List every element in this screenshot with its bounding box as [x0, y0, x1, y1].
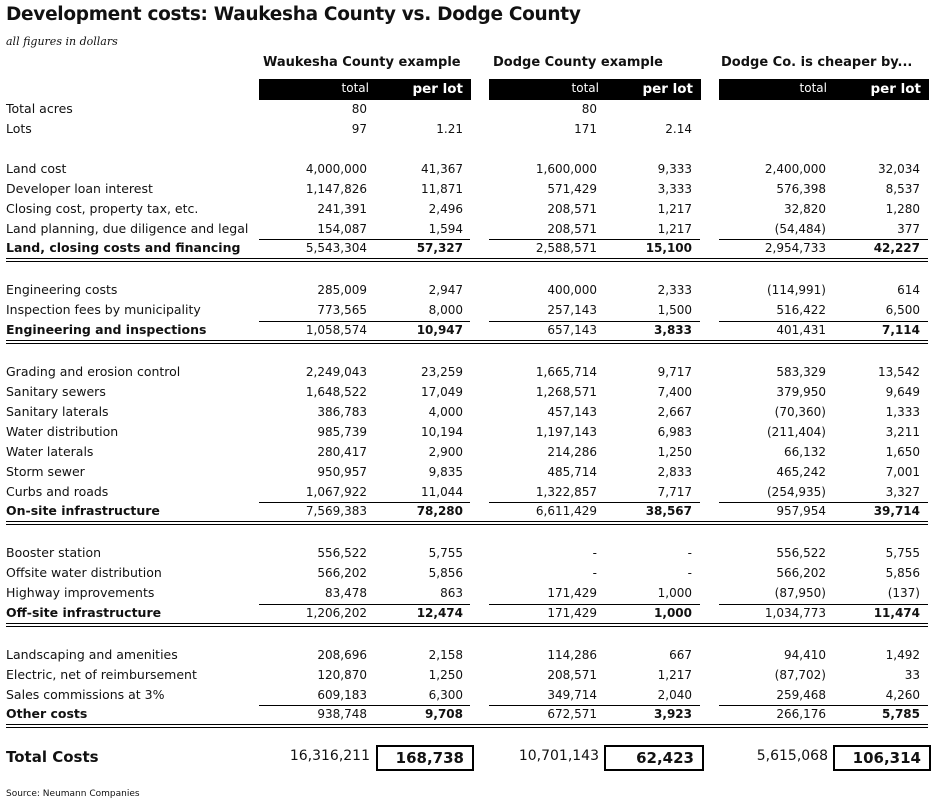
row-label-land-closing-costs-and-financing: Land, closing costs and financing — [6, 240, 241, 255]
cell-electric-net-of-reimbursement-dodge-total: 208,571 — [547, 668, 597, 682]
row-label-other-costs: Other costs — [6, 706, 88, 721]
cell-engineering-and-inspections-dodge-total: 657,143 — [547, 323, 597, 337]
cell-other-costs-difference-per-lot: 5,785 — [882, 707, 920, 721]
cell-on-site-infrastructure-difference-per-lot: 39,714 — [873, 504, 920, 518]
cell-developer-loan-interest-difference-total: 576,398 — [776, 182, 826, 196]
cell-curbs-and-roads-waukesha-total: 1,067,922 — [305, 485, 367, 499]
cell-sanitary-laterals-waukesha-total: 386,783 — [317, 405, 367, 419]
cell-land-closing-costs-and-financing-dodge-per-lot: 15,100 — [645, 241, 692, 255]
cell-inspection-fees-by-municipality-waukesha-per-lot: 8,000 — [428, 303, 463, 317]
cell-land-cost-dodge-total: 1,600,000 — [535, 162, 597, 176]
cell-engineering-costs-difference-total: (114,991) — [767, 283, 826, 297]
cell-curbs-and-roads-dodge-total: 1,322,857 — [535, 485, 597, 499]
cell-sanitary-laterals-dodge-total: 457,143 — [547, 405, 597, 419]
cell-sanitary-sewers-difference-total: 379,950 — [776, 385, 826, 399]
cell-grading-and-erosion-control-difference-per-lot: 13,542 — [878, 365, 920, 379]
cell-highway-improvements-waukesha-per-lot: 863 — [440, 586, 463, 600]
cell-land-planning-due-diligence-and-legal-dodge-total: 208,571 — [547, 222, 597, 236]
cell-water-distribution-difference-per-lot: 3,211 — [885, 425, 920, 439]
per-lot-column-header: per lot — [412, 81, 463, 97]
cell-water-distribution-difference-total: (211,404) — [767, 425, 826, 439]
cell-on-site-infrastructure-waukesha-total: 7,569,383 — [305, 504, 367, 518]
cell-on-site-infrastructure-waukesha-per-lot: 78,280 — [416, 504, 463, 518]
cell-water-laterals-waukesha-per-lot: 2,900 — [428, 445, 463, 459]
cell-booster-station-waukesha-per-lot: 5,755 — [428, 546, 463, 560]
cell-storm-sewer-difference-per-lot: 7,001 — [885, 465, 920, 479]
cell-booster-station-waukesha-total: 556,522 — [317, 546, 367, 560]
cell-booster-station-dodge-per-lot: - — [687, 546, 692, 560]
subtotal-rule — [259, 321, 470, 322]
cell-electric-net-of-reimbursement-waukesha-per-lot: 1,250 — [428, 668, 463, 682]
cell-engineering-and-inspections-difference-per-lot: 7,114 — [882, 323, 920, 337]
row-label-booster-station: Booster station — [6, 545, 102, 560]
cell-sanitary-sewers-dodge-total: 1,268,571 — [535, 385, 597, 399]
cell-land-planning-due-diligence-and-legal-difference-per-lot: 377 — [897, 222, 920, 236]
cell-other-costs-waukesha-total: 938,748 — [317, 707, 367, 721]
cell-sales-commissions-at-3-dodge-per-lot: 2,040 — [657, 688, 692, 702]
cell-off-site-infrastructure-waukesha-total: 1,206,202 — [305, 606, 367, 620]
row-label-storm-sewer: Storm sewer — [6, 464, 85, 479]
subtotal-rule — [259, 604, 470, 605]
cell-land-planning-due-diligence-and-legal-waukesha-per-lot: 1,594 — [428, 222, 463, 236]
total-column-header: total — [799, 81, 827, 95]
row-label-land-cost: Land cost — [6, 161, 67, 176]
cell-storm-sewer-dodge-per-lot: 2,833 — [657, 465, 692, 479]
cell-land-planning-due-diligence-and-legal-dodge-per-lot: 1,217 — [657, 222, 692, 236]
cell-engineering-costs-waukesha-total: 285,009 — [317, 283, 367, 297]
cell-off-site-infrastructure-dodge-per-lot: 1,000 — [654, 606, 692, 620]
cell-sanitary-sewers-dodge-per-lot: 7,400 — [657, 385, 692, 399]
total-column-header: total — [571, 81, 599, 95]
total-column-header: total — [341, 81, 369, 95]
cell-highway-improvements-dodge-per-lot: 1,000 — [657, 586, 692, 600]
cell-water-laterals-difference-per-lot: 1,650 — [885, 445, 920, 459]
row-label-land-planning-due-diligence-and-legal: Land planning, due diligence and legal — [6, 221, 249, 236]
total-difference-per-lot-box — [833, 745, 931, 771]
row-label-curbs-and-roads: Curbs and roads — [6, 484, 109, 499]
subtotal-double-rule — [6, 258, 928, 262]
row-label-developer-loan-interest: Developer loan interest — [6, 181, 153, 196]
cell-inspection-fees-by-municipality-dodge-total: 257,143 — [547, 303, 597, 317]
cell-highway-improvements-difference-per-lot: (137) — [887, 586, 920, 600]
cell-land-planning-due-diligence-and-legal-difference-total: (54,484) — [774, 222, 826, 236]
cell-inspection-fees-by-municipality-difference-per-lot: 6,500 — [885, 303, 920, 317]
subtotal-rule — [489, 705, 700, 706]
cell-water-laterals-difference-total: 66,132 — [784, 445, 826, 459]
cell-land-cost-waukesha-per-lot: 41,367 — [421, 162, 463, 176]
cell-inspection-fees-by-municipality-dodge-per-lot: 1,500 — [657, 303, 692, 317]
cell-storm-sewer-waukesha-per-lot: 9,835 — [428, 465, 463, 479]
cell-sanitary-laterals-difference-per-lot: 1,333 — [885, 405, 920, 419]
row-label-total-acres: Total acres — [6, 101, 73, 116]
cell-storm-sewer-waukesha-total: 950,957 — [317, 465, 367, 479]
cell-highway-improvements-difference-total: (87,950) — [774, 586, 826, 600]
cell-water-laterals-dodge-total: 214,286 — [547, 445, 597, 459]
row-label-sanitary-sewers: Sanitary sewers — [6, 384, 106, 399]
cell-off-site-infrastructure-waukesha-per-lot: 12,474 — [416, 606, 463, 620]
row-label-off-site-infrastructure: Off-site infrastructure — [6, 605, 162, 620]
cell-landscaping-and-amenities-difference-per-lot: 1,492 — [885, 648, 920, 662]
cell-sanitary-sewers-difference-per-lot: 9,649 — [885, 385, 920, 399]
cell-offsite-water-distribution-dodge-total: - — [592, 566, 597, 580]
cell-landscaping-and-amenities-dodge-total: 114,286 — [547, 648, 597, 662]
cell-engineering-and-inspections-difference-total: 401,431 — [776, 323, 826, 337]
cell-on-site-infrastructure-difference-total: 957,954 — [776, 504, 826, 518]
subtotal-rule — [719, 321, 928, 322]
cell-curbs-and-roads-dodge-per-lot: 7,717 — [657, 485, 692, 499]
cell-on-site-infrastructure-dodge-per-lot: 38,567 — [645, 504, 692, 518]
cell-water-distribution-waukesha-per-lot: 10,194 — [421, 425, 463, 439]
group-difference-header-bar — [719, 79, 929, 100]
subtotal-rule — [719, 239, 928, 240]
row-label-highway-improvements: Highway improvements — [6, 585, 155, 600]
cell-landscaping-and-amenities-difference-total: 94,410 — [784, 648, 826, 662]
cell-offsite-water-distribution-waukesha-total: 566,202 — [317, 566, 367, 580]
cell-developer-loan-interest-dodge-per-lot: 3,333 — [657, 182, 692, 196]
cell-closing-cost-property-tax-etc-dodge-per-lot: 1,217 — [657, 202, 692, 216]
cell-grading-and-erosion-control-dodge-per-lot: 9,717 — [657, 365, 692, 379]
cell-lots-dodge-total: 171 — [574, 122, 597, 136]
cell-booster-station-difference-total: 556,522 — [776, 546, 826, 560]
row-label-on-site-infrastructure: On-site infrastructure — [6, 503, 160, 518]
cell-sanitary-laterals-waukesha-per-lot: 4,000 — [428, 405, 463, 419]
cell-engineering-and-inspections-waukesha-total: 1,058,574 — [305, 323, 367, 337]
cell-water-laterals-dodge-per-lot: 1,250 — [657, 445, 692, 459]
cell-land-closing-costs-and-financing-difference-total: 2,954,733 — [764, 241, 826, 255]
cell-land-closing-costs-and-financing-waukesha-per-lot: 57,327 — [416, 241, 463, 255]
cell-curbs-and-roads-waukesha-per-lot: 11,044 — [421, 485, 463, 499]
subtotal-rule — [719, 502, 928, 503]
per-lot-column-header: per lot — [870, 81, 921, 97]
cell-sales-commissions-at-3-difference-per-lot: 4,260 — [885, 688, 920, 702]
row-label-engineering-costs: Engineering costs — [6, 282, 118, 297]
subtotal-double-rule — [6, 521, 928, 525]
cell-grading-and-erosion-control-dodge-total: 1,665,714 — [535, 365, 597, 379]
cell-engineering-and-inspections-waukesha-per-lot: 10,947 — [416, 323, 463, 337]
group-dodge-header-bar — [489, 79, 701, 100]
cell-sales-commissions-at-3-dodge-total: 349,714 — [547, 688, 597, 702]
total-dodge-per-lot-box — [604, 745, 704, 771]
cell-landscaping-and-amenities-dodge-per-lot: 667 — [669, 648, 692, 662]
cell-sales-commissions-at-3-waukesha-per-lot: 6,300 — [428, 688, 463, 702]
cell-land-cost-difference-total: 2,400,000 — [764, 162, 826, 176]
cell-sanitary-sewers-waukesha-total: 1,648,522 — [305, 385, 367, 399]
subtotal-rule — [489, 502, 700, 503]
cell-engineering-costs-dodge-total: 400,000 — [547, 283, 597, 297]
total-dodge-total: 10,701,143 — [518, 748, 599, 764]
cell-developer-loan-interest-waukesha-per-lot: 11,871 — [421, 182, 463, 196]
cell-on-site-infrastructure-dodge-total: 6,611,429 — [535, 504, 597, 518]
per-lot-column-header: per lot — [642, 81, 693, 97]
row-label-grading-and-erosion-control: Grading and erosion control — [6, 364, 181, 379]
cell-land-cost-dodge-per-lot: 9,333 — [657, 162, 692, 176]
cell-land-planning-due-diligence-and-legal-waukesha-total: 154,087 — [317, 222, 367, 236]
cell-other-costs-waukesha-per-lot: 9,708 — [425, 707, 463, 721]
row-label-lots: Lots — [6, 121, 32, 136]
row-label-engineering-and-inspections: Engineering and inspections — [6, 322, 207, 337]
cell-curbs-and-roads-difference-per-lot: 3,327 — [885, 485, 920, 499]
cell-booster-station-dodge-total: - — [592, 546, 597, 560]
cell-closing-cost-property-tax-etc-dodge-total: 208,571 — [547, 202, 597, 216]
cell-developer-loan-interest-waukesha-total: 1,147,826 — [305, 182, 367, 196]
subtotal-rule — [489, 604, 700, 605]
cell-inspection-fees-by-municipality-difference-total: 516,422 — [776, 303, 826, 317]
cell-offsite-water-distribution-dodge-per-lot: - — [687, 566, 692, 580]
subtitle: all figures in dollars — [6, 35, 118, 48]
total-waukesha-per-lot: 168,738 — [395, 749, 464, 767]
cell-engineering-and-inspections-dodge-per-lot: 3,833 — [654, 323, 692, 337]
cell-total-acres-dodge-total: 80 — [581, 102, 597, 116]
cell-total-acres-waukesha-total: 80 — [351, 102, 367, 116]
row-label-sanitary-laterals: Sanitary laterals — [6, 404, 109, 419]
subtotal-rule — [489, 321, 700, 322]
cell-sales-commissions-at-3-waukesha-total: 609,183 — [317, 688, 367, 702]
cell-booster-station-difference-per-lot: 5,755 — [885, 546, 920, 560]
cell-electric-net-of-reimbursement-waukesha-total: 120,870 — [317, 668, 367, 682]
cell-electric-net-of-reimbursement-difference-per-lot: 33 — [904, 668, 920, 682]
total-waukesha-total: 16,316,211 — [289, 748, 370, 764]
cell-other-costs-difference-total: 266,176 — [776, 707, 826, 721]
cell-water-distribution-dodge-total: 1,197,143 — [535, 425, 597, 439]
cell-closing-cost-property-tax-etc-difference-per-lot: 1,280 — [885, 202, 920, 216]
group-dodge-title: Dodge County example — [493, 55, 663, 70]
cell-engineering-costs-waukesha-per-lot: 2,947 — [428, 283, 463, 297]
row-label-water-distribution: Water distribution — [6, 424, 119, 439]
total-waukesha-per-lot-box — [376, 745, 474, 771]
cell-sanitary-laterals-difference-total: (70,360) — [774, 405, 826, 419]
cell-other-costs-dodge-per-lot: 3,923 — [654, 707, 692, 721]
cell-closing-cost-property-tax-etc-difference-total: 32,820 — [784, 202, 826, 216]
cell-off-site-infrastructure-difference-total: 1,034,773 — [764, 606, 826, 620]
cell-land-closing-costs-and-financing-difference-per-lot: 42,227 — [873, 241, 920, 255]
cell-offsite-water-distribution-difference-per-lot: 5,856 — [885, 566, 920, 580]
row-label-offsite-water-distribution: Offsite water distribution — [6, 565, 162, 580]
cell-off-site-infrastructure-dodge-total: 171,429 — [547, 606, 597, 620]
group-waukesha-title: Waukesha County example — [263, 55, 461, 70]
cell-land-closing-costs-and-financing-waukesha-total: 5,543,304 — [305, 241, 367, 255]
cell-lots-waukesha-total: 97 — [351, 122, 367, 136]
cell-land-cost-difference-per-lot: 32,034 — [878, 162, 920, 176]
row-label-closing-cost-property-tax-etc: Closing cost, property tax, etc. — [6, 201, 199, 216]
subtotal-rule — [489, 239, 700, 240]
total-costs-label: Total Costs — [6, 748, 99, 766]
cell-highway-improvements-waukesha-total: 83,478 — [325, 586, 367, 600]
cell-landscaping-and-amenities-waukesha-total: 208,696 — [317, 648, 367, 662]
total-difference-per-lot: 106,314 — [852, 749, 921, 767]
subtotal-rule — [259, 239, 470, 240]
group-waukesha-header-bar — [259, 79, 471, 100]
page-title: Development costs: Waukesha County vs. Dodge County — [6, 4, 581, 25]
cell-water-laterals-waukesha-total: 280,417 — [317, 445, 367, 459]
cell-developer-loan-interest-difference-per-lot: 8,537 — [885, 182, 920, 196]
subtotal-double-rule — [6, 340, 928, 344]
cell-highway-improvements-dodge-total: 171,429 — [547, 586, 597, 600]
subtotal-rule — [719, 604, 928, 605]
source-note: Source: Neumann Companies — [6, 789, 140, 799]
cell-lots-waukesha-per-lot: 1.21 — [436, 122, 463, 136]
cell-electric-net-of-reimbursement-dodge-per-lot: 1,217 — [657, 668, 692, 682]
cell-sales-commissions-at-3-difference-total: 259,468 — [776, 688, 826, 702]
row-label-inspection-fees-by-municipality: Inspection fees by municipality — [6, 302, 201, 317]
cell-land-closing-costs-and-financing-dodge-total: 2,588,571 — [535, 241, 597, 255]
group-difference-title: Dodge Co. is cheaper by... — [721, 55, 913, 70]
subtotal-rule — [259, 705, 470, 706]
cell-off-site-infrastructure-difference-per-lot: 11,474 — [873, 606, 920, 620]
cell-grading-and-erosion-control-waukesha-per-lot: 23,259 — [421, 365, 463, 379]
subtotal-rule — [259, 502, 470, 503]
total-dodge-per-lot: 62,423 — [636, 749, 694, 767]
cell-grading-and-erosion-control-difference-total: 583,329 — [776, 365, 826, 379]
total-difference-total: 5,615,068 — [756, 748, 828, 764]
subtotal-double-rule — [6, 623, 928, 627]
cell-sanitary-laterals-dodge-per-lot: 2,667 — [657, 405, 692, 419]
row-label-sales-commissions-at-3: Sales commissions at 3% — [6, 687, 165, 702]
cell-sanitary-sewers-waukesha-per-lot: 17,049 — [421, 385, 463, 399]
row-label-landscaping-and-amenities: Landscaping and amenities — [6, 647, 178, 662]
cell-water-distribution-waukesha-total: 985,739 — [317, 425, 367, 439]
cell-storm-sewer-difference-total: 465,242 — [776, 465, 826, 479]
cell-landscaping-and-amenities-waukesha-per-lot: 2,158 — [428, 648, 463, 662]
cell-inspection-fees-by-municipality-waukesha-total: 773,565 — [317, 303, 367, 317]
cell-engineering-costs-dodge-per-lot: 2,333 — [657, 283, 692, 297]
cell-offsite-water-distribution-waukesha-per-lot: 5,856 — [428, 566, 463, 580]
row-label-water-laterals: Water laterals — [6, 444, 94, 459]
cell-water-distribution-dodge-per-lot: 6,983 — [657, 425, 692, 439]
cell-land-cost-waukesha-total: 4,000,000 — [305, 162, 367, 176]
cell-curbs-and-roads-difference-total: (254,935) — [767, 485, 826, 499]
cell-other-costs-dodge-total: 672,571 — [547, 707, 597, 721]
subtotal-double-rule — [6, 724, 928, 728]
cell-grading-and-erosion-control-waukesha-total: 2,249,043 — [305, 365, 367, 379]
cell-offsite-water-distribution-difference-total: 566,202 — [776, 566, 826, 580]
cell-engineering-costs-difference-per-lot: 614 — [897, 283, 920, 297]
cell-developer-loan-interest-dodge-total: 571,429 — [547, 182, 597, 196]
cell-lots-dodge-per-lot: 2.14 — [665, 122, 692, 136]
cell-storm-sewer-dodge-total: 485,714 — [547, 465, 597, 479]
row-label-electric-net-of-reimbursement: Electric, net of reimbursement — [6, 667, 197, 682]
cell-closing-cost-property-tax-etc-waukesha-total: 241,391 — [317, 202, 367, 216]
cell-closing-cost-property-tax-etc-waukesha-per-lot: 2,496 — [428, 202, 463, 216]
subtotal-rule — [719, 705, 928, 706]
cell-electric-net-of-reimbursement-difference-total: (87,702) — [774, 668, 826, 682]
